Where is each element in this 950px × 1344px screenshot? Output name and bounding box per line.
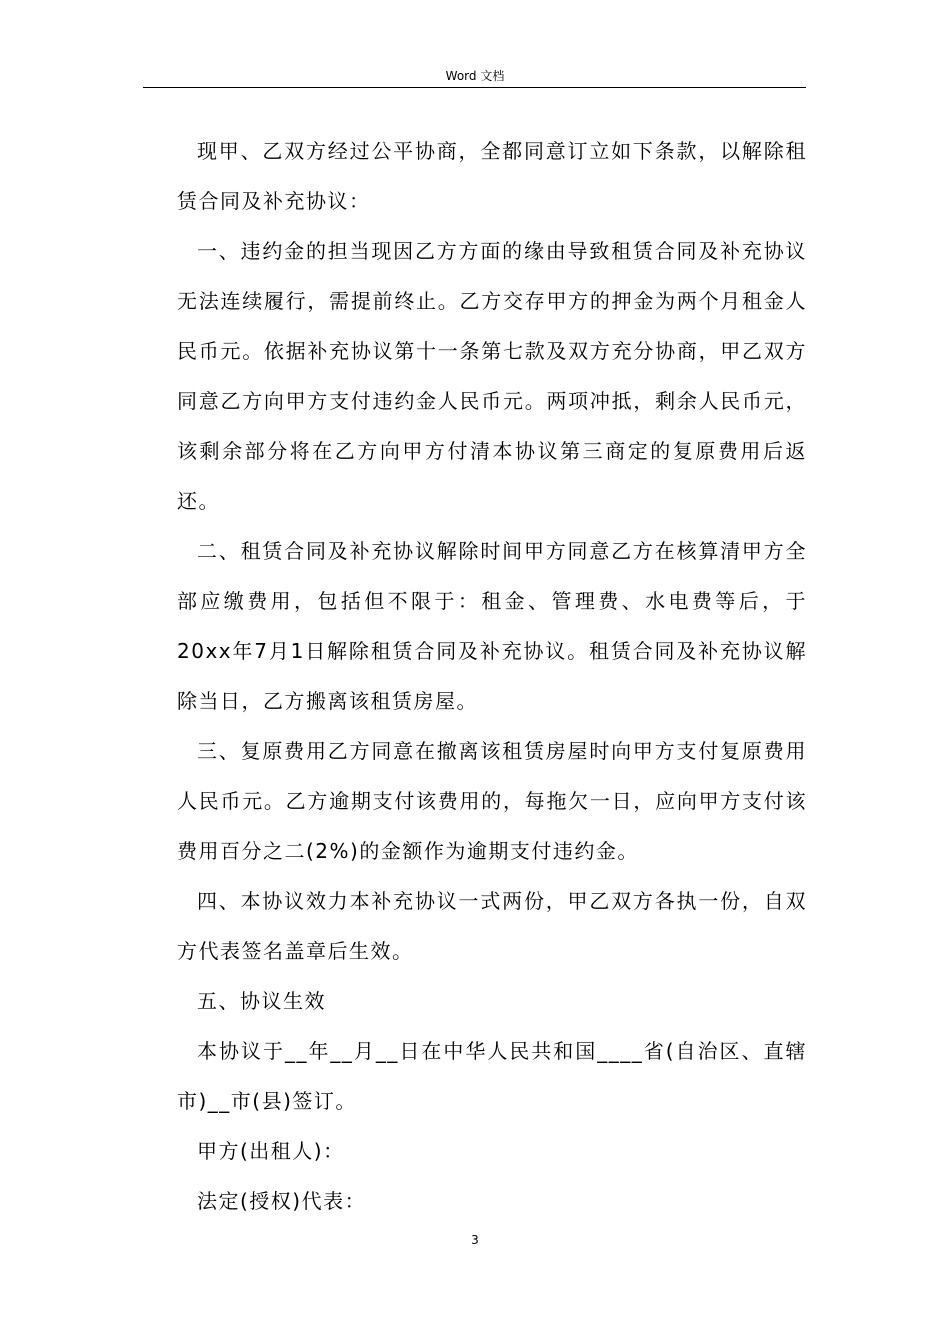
paragraph-intro: 现甲、乙双方经过公平协商，全都同意订立如下条款，以解除租赁合同及补充协议： [177, 139, 807, 213]
paragraph-clause-3: 三、复原费用乙方同意在撤离该租赁房屋时向甲方支付复原费用人民币元。乙方逾期支付该费用的，每拖欠一日，应向甲方支付该费用百分之二(2%)的金额作为逾期支付违约金。 [177, 739, 807, 863]
page-header: Word 文档 [445, 69, 505, 83]
header-divider [143, 87, 806, 88]
paragraph-representative: 法定(授权)代表： [197, 1189, 367, 1213]
paragraph-clause-1: 一、违约金的担当现因乙方方面的缘由导致租赁合同及补充协议无法连续履行，需提前终止。乙方交存甲方的押金为两个月租金人民币元。依据补充协议第十一条第七款及双方充分协商，甲乙双方同意乙方向甲方支付违约金人民币元。两项冲抵，剩余人民币元，该剩余部分将在乙方向甲方付清本协议第三商定的复原费用后返还。 [177, 239, 807, 513]
paragraph-clause-5: 五、协议生效 [197, 989, 326, 1013]
page-number: 3 [471, 1233, 479, 1247]
paragraph-clause-4: 四、本协议效力本补充协议一式两份，甲乙双方各执一份，自双方代表签名盖章后生效。 [177, 889, 807, 963]
document-body [177, 126, 807, 1226]
paragraph-party-a: 甲方(出租人)： [197, 1139, 345, 1163]
paragraph-signing-date: 本协议于__年__月__日在中华人民共和国____省(自治区、直辖市)__市(县)签订。 [177, 1039, 807, 1113]
paragraph-clause-2: 二、租赁合同及补充协议解除时间甲方同意乙方在核算清甲方全部应缴费用，包括但不限于：租金、管理费、水电费等后，于20xx年7月1日解除租赁合同及补充协议。租赁合同及补充协议解除当日，乙方搬离该租赁房屋。 [177, 539, 807, 713]
